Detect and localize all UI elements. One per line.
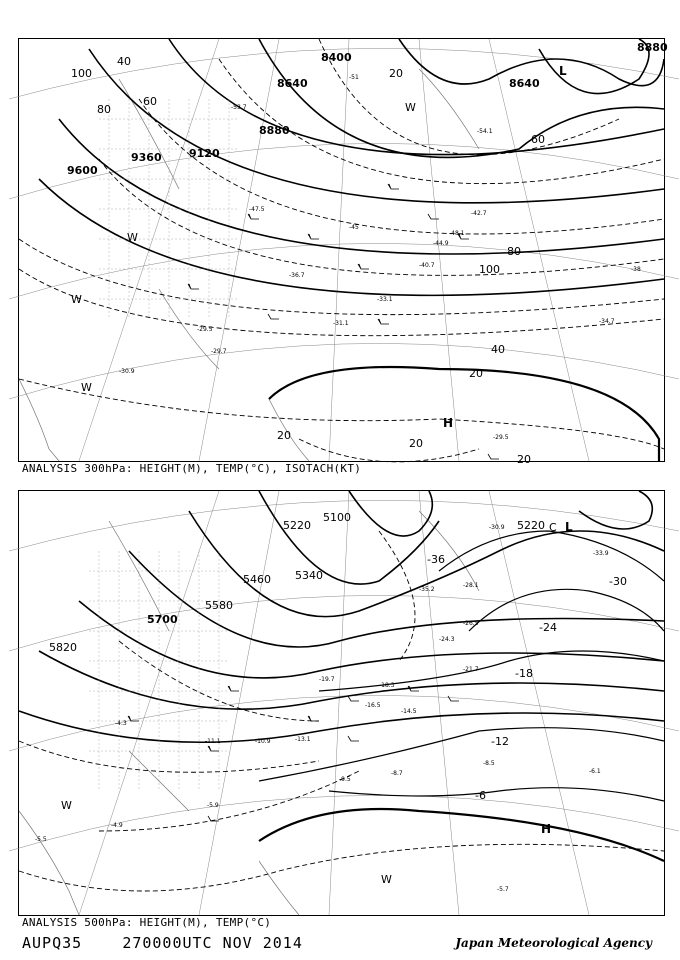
height-label: 5100 [323,511,351,524]
temp-label: -44.9 [433,240,449,247]
isotach-label: 100 [479,263,500,276]
temp-label: -45 [349,224,359,231]
isotach-label: 60 [531,133,545,146]
temp-label: -33.9 [593,550,609,557]
isotherm-label: -30 [609,575,627,588]
temp-label: -42.7 [471,210,487,217]
temp-label: -21.7 [463,666,479,673]
temp-label: -51 [349,74,359,81]
high-pressure-marker: H [541,822,552,836]
temp-label: -16.5 [365,702,381,709]
temp-label: -19.7 [319,676,335,683]
temp-label: -4.3 [115,720,127,727]
isotach-label: 20 [277,429,291,442]
temp-label: -30.9 [119,368,135,375]
height-label: 8880 [259,124,290,137]
temp-label: -30.9 [489,524,505,531]
temp-label: -5.7 [497,886,509,893]
temp-label: -36.7 [289,272,305,279]
temp-label: -18.3 [379,682,395,689]
warm-marker: W [71,293,82,306]
map-300hpa [18,38,668,466]
temp-label: -29.5 [493,434,509,441]
warm-marker: W [405,101,416,114]
temp-label: -8.7 [391,770,403,777]
caption-300hpa: ANALYSIS 300hPa: HEIGHT(M), TEMP(°C), ISOTACH(KT) [22,462,362,475]
isotach-label: 80 [507,245,521,258]
height-label: 8640 [277,77,308,90]
isotach-label: 20 [409,437,423,450]
temp-label: -35.2 [419,586,435,593]
isotherm-label: -24 [539,621,557,634]
temp-label: -4.9 [111,822,123,829]
warm-marker: W [381,873,392,886]
temp-label: -54.1 [477,128,493,135]
height-label: 5700 [147,613,178,626]
height-label: 8400 [321,51,352,64]
isotach-label: 80 [97,103,111,116]
isotherm-label: -6 [475,789,486,802]
temp-label: -47.5 [249,206,265,213]
map-300hpa-canvas [19,39,668,466]
isotherm-label: -12 [491,735,509,748]
temp-label: -5.9 [207,802,219,809]
warm-marker: W [61,799,72,812]
warm-marker: W [127,231,138,244]
temp-label: -6.1 [589,768,601,775]
isotach-label: 100 [71,67,92,80]
height-label: 9120 [189,147,220,160]
bulletin-code: AUPQ35 [22,934,83,952]
temp-label: -11.1 [205,738,221,745]
height-label: 8640 [509,77,540,90]
temp-label: -33.1 [377,296,393,303]
height-label: 5220 [517,519,545,532]
caption-500hpa: ANALYSIS 500hPa: HEIGHT(M), TEMP(°C) [22,916,272,929]
low-pressure-marker: L [559,64,567,78]
temp-label: -5.5 [35,836,47,843]
cold-marker: C [549,521,557,534]
isotherm-label: -36 [427,553,445,566]
isotach-label: 40 [117,55,131,68]
isotach-label: 20 [389,67,403,80]
temp-label: -53.7 [231,104,247,111]
height-label: 5340 [295,569,323,582]
low-pressure-marker: L [565,520,573,534]
map-500hpa [18,490,665,916]
temp-label: -13.1 [295,736,311,743]
height-label: 5460 [243,573,271,586]
temp-label: -38 [631,266,641,273]
temp-label: -48.1 [449,230,465,237]
warm-marker: W [81,381,92,394]
isotach-label: 20 [517,453,531,466]
height-label: 5580 [205,599,233,612]
temp-label: -28.1 [463,582,479,589]
height-label: 9600 [67,164,98,177]
bulletin-header [22,934,303,952]
bulletin-datetime: 270000UTC NOV 2014 [122,934,303,952]
temp-label: -8.5 [483,760,495,767]
map-500hpa-canvas [19,491,664,915]
height-label: 5220 [283,519,311,532]
temp-label: -29.7 [211,348,227,355]
agency-name: Japan Meteorological Agency [455,936,652,950]
temp-label: -34.7 [599,318,615,325]
isotach-label: 20 [469,367,483,380]
high-pressure-marker: H [443,416,454,430]
temp-label: -40.7 [419,262,435,269]
height-label: 9360 [131,151,162,164]
temp-label: -31.1 [333,320,349,327]
temp-label: -10.9 [255,738,271,745]
isotach-label: 60 [143,95,157,108]
temp-label: -24.3 [439,636,455,643]
isotach-label: 40 [491,343,505,356]
temp-label: -26.5 [463,620,479,627]
temp-label: -29.5 [197,326,213,333]
isotherm-label: -18 [515,667,533,680]
height-label: 5820 [49,641,77,654]
height-label: 8880 [637,41,668,54]
temp-label: -14.5 [401,708,417,715]
temp-label: -9.5 [339,776,351,783]
